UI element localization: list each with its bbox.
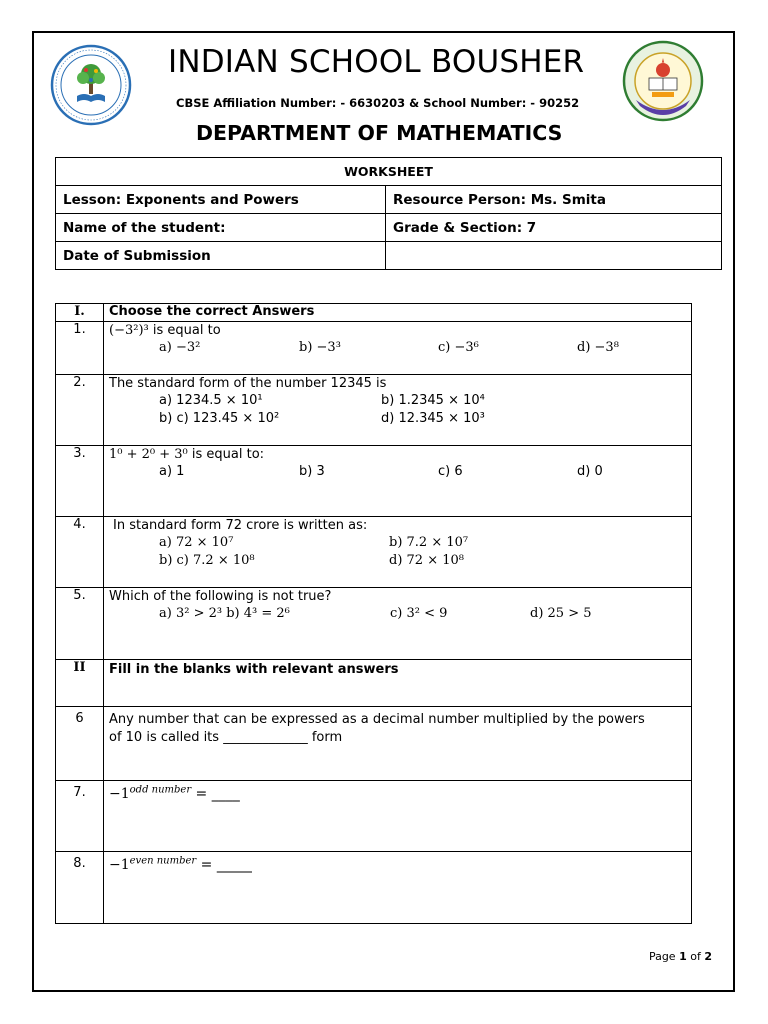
question-text: In standard form 72 crore is written as: [113,518,368,533]
question-number: 8. [56,852,104,924]
question-row [56,588,692,660]
expression-base: −1 [109,786,130,802]
expression-exponent: even number [129,855,197,867]
section1-number: I. [56,304,104,322]
option-b[interactable]: b) 3 [299,464,325,479]
option-b[interactable]: b) 1.2345 × 10⁴ [381,393,485,408]
questions-table [55,303,692,924]
question-text: The standard form of the number 12345 is [109,376,387,391]
question-expression: (−3²)³ [109,323,149,338]
answer-blank[interactable]: = _____ [196,857,252,873]
section2-title: Fill in the blanks with relevant answers [104,660,692,707]
question-number: 3. [56,446,104,517]
question-text: is equal to: [191,447,265,462]
option-b[interactable]: b) −3³ [299,340,341,355]
worksheet-title: WORKSHEET [56,158,722,186]
question-number: 6 [56,707,104,781]
question-text: Which of the following is not true? [109,589,332,604]
question-row [56,322,692,375]
section1-title: Choose the correct Answers [104,304,692,322]
date-value-cell[interactable] [386,242,722,270]
question-number: 5. [56,588,104,660]
cbse-logo-text [622,40,704,122]
question-number: 7. [56,781,104,852]
expression-base: −1 [109,857,130,873]
option-c[interactable]: c) 6 [438,464,463,479]
question-number: 4. [56,517,104,588]
date-submission-cell: Date of Submission [56,242,386,270]
option-d[interactable]: d) 25 > 5 [530,606,592,621]
question-expression: 1⁰ + 2⁰ + 3⁰ [109,447,188,462]
school-logo-text [50,44,132,126]
question-row [56,781,692,852]
department-title: DEPARTMENT OF MATHEMATICS [196,121,563,145]
question-row [56,375,692,446]
option-c[interactable]: b) c) 7.2 × 10⁸ [159,553,255,568]
question-row [56,517,692,588]
option-d[interactable]: d) 72 × 10⁸ [389,553,464,568]
expression-exponent: odd number [129,784,192,796]
option-d[interactable]: d) 0 [577,464,603,479]
of-word: of [690,950,701,963]
question-text-line2: of 10 is called its _____________ form [109,730,343,745]
total-pages: 2 [704,950,712,963]
question-row [56,852,692,924]
option-d[interactable]: d) 12.345 × 10³ [381,411,485,426]
question-row [56,446,692,517]
option-a[interactable]: a) −3² [159,340,201,355]
question-number: 2. [56,375,104,446]
answer-blank[interactable]: = ____ [191,786,240,802]
question-number: 1. [56,322,104,375]
question-text: is equal to [152,323,221,338]
option-a[interactable]: a) 1 [159,464,185,479]
option-d[interactable]: d) −3⁸ [577,340,619,355]
school-name: INDIAN SCHOOL BOUSHER [168,44,585,80]
option-c[interactable]: c) 3² < 9 [390,606,448,621]
lesson-cell: Lesson: Exponents and Powers [56,186,386,214]
page-number [649,950,712,963]
option-a-b[interactable]: a) 3² > 2³ b) 4³ = 2⁶ [159,606,290,621]
info-table [55,157,722,270]
section2-number: II [56,660,104,707]
option-c[interactable]: c) −3⁶ [438,340,479,355]
question-row [56,707,692,781]
option-b[interactable]: b) 7.2 × 10⁷ [389,535,469,550]
question-text-line1: Any number that can be expressed as a decimal number multiplied by the powers [109,712,645,727]
page-word: Page [648,950,676,963]
option-a[interactable]: a) 72 × 10⁷ [159,535,234,550]
option-a[interactable]: a) 1234.5 × 10¹ [159,393,263,408]
option-c[interactable]: b) c) 123.45 × 10² [159,411,280,426]
current-page: 1 [679,950,687,963]
student-name-cell[interactable]: Name of the student: [56,214,386,242]
grade-section-cell: Grade & Section: 7 [386,214,722,242]
affiliation-line: CBSE Affiliation Number: - 6630203 & School Number: - 90252 [176,96,580,110]
resource-person-cell: Resource Person: Ms. Smita [386,186,722,214]
